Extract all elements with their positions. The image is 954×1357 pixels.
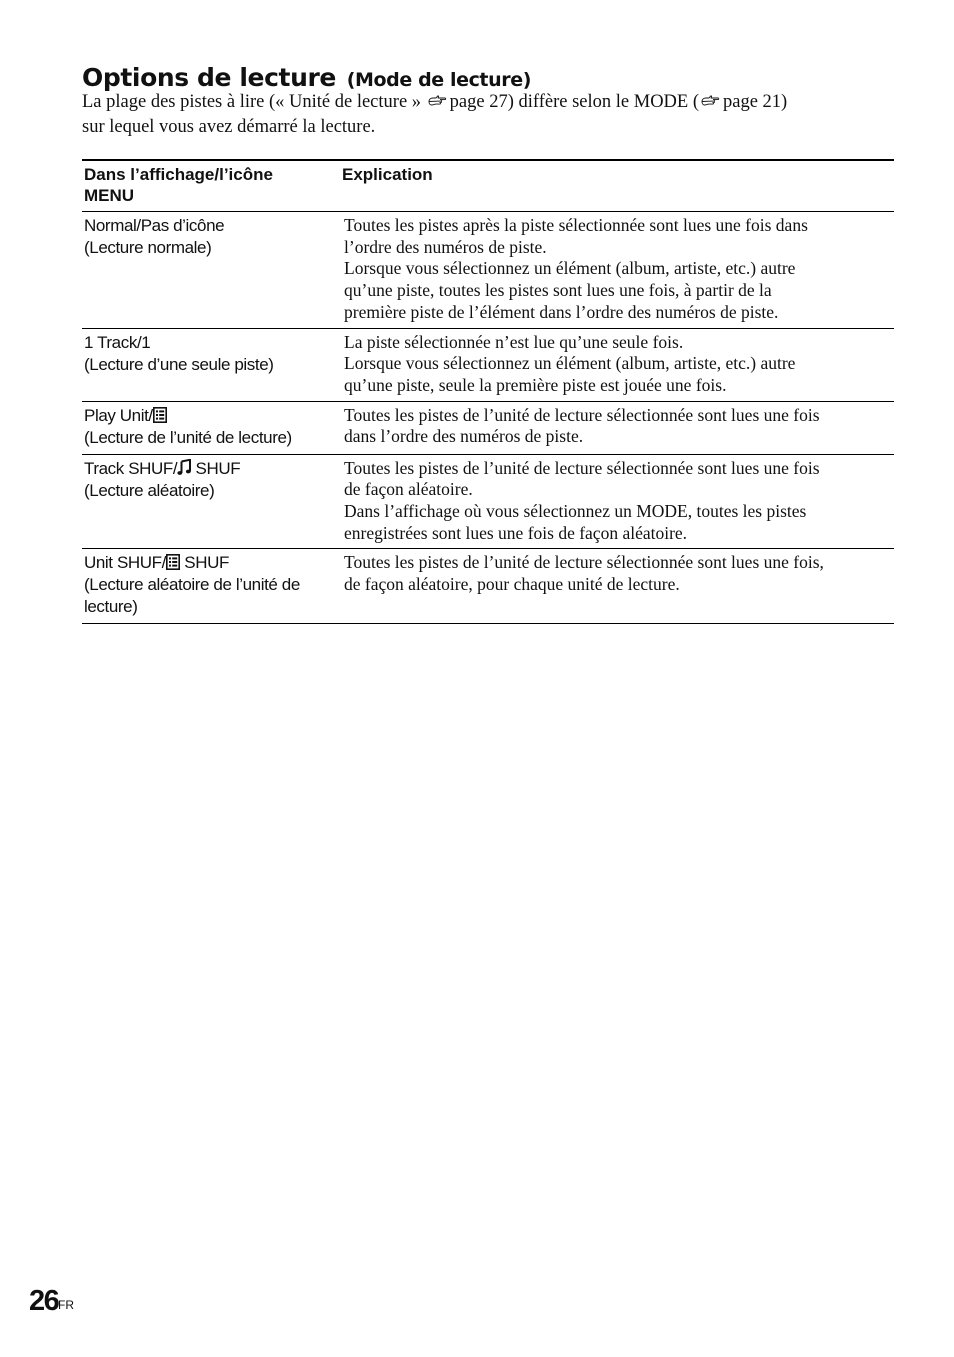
- explanation-line: de façon aléatoire, pour chaque unité de lecture.: [344, 574, 680, 595]
- explanation-line: Dans l’affichage où vous sélectionnez un MODE, toutes les pistes: [344, 501, 807, 522]
- pointing-hand-icon: [428, 95, 447, 108]
- section-title-main: Options de lecture: [82, 63, 336, 92]
- row-label-line: (Lecture de l’unité de lecture): [84, 427, 292, 447]
- table-row: [82, 401, 894, 454]
- row-explanation: [340, 454, 894, 549]
- intro-text-4: sur lequel vous avez démarré la lecture.: [82, 117, 376, 137]
- intro-text-3: page 21): [723, 92, 788, 112]
- row-label: [82, 549, 340, 624]
- table-row: [82, 549, 894, 624]
- row-label-line: (Lecture aléatoire): [84, 480, 215, 500]
- row-label-line: (Lecture normale): [84, 238, 212, 257]
- page-language: FR: [58, 1298, 74, 1312]
- row-label-line: Normal/Pas d’icône: [84, 216, 225, 235]
- explanation-line: Toutes les pistes de l’unité de lecture sélectionnée sont lues une fois,: [344, 552, 824, 573]
- row-label: [82, 454, 340, 549]
- row-explanation: [340, 401, 894, 454]
- row-explanation: [340, 328, 894, 401]
- explanation-line: Toutes les pistes de l’unité de lecture sélectionnée sont lues une fois: [344, 457, 820, 478]
- row-label-line: lecture): [84, 597, 138, 617]
- play-unit-icon: [166, 554, 180, 570]
- intro-text-2: page 27) diffère selon le MODE (: [449, 92, 699, 112]
- row-label: [82, 328, 340, 401]
- explanation-line: enregistrées sont lues une fois de façon aléatoire.: [344, 522, 688, 543]
- header-display-icon: Dans l’affichage/l’icône MENU: [82, 160, 340, 212]
- table-header-row: [82, 160, 894, 212]
- intro-paragraph: [82, 90, 882, 140]
- row-label-suffix: SHUF: [191, 458, 241, 478]
- row-explanation: [340, 549, 894, 624]
- table-row: [82, 212, 894, 329]
- row-label: [82, 401, 340, 454]
- row-label-text: Track SHUF/: [84, 458, 178, 478]
- playback-modes-table: [82, 159, 894, 624]
- explanation-line: dans l’ordre des numéros de piste.: [344, 426, 584, 447]
- explanation-line: qu’une piste, seule la première piste est jouée une fois.: [344, 374, 727, 395]
- row-label-line: (Lecture aléatoire de l’unité de: [84, 575, 300, 595]
- explanation-line: Toutes les pistes de l’unité de lecture sélectionnée sont lues une fois: [344, 404, 820, 425]
- row-label-suffix: SHUF: [179, 553, 229, 573]
- explanation-line: La piste sélectionnée n’est lue qu’une seule fois.: [344, 331, 684, 352]
- explanation-line: de façon aléatoire.: [344, 479, 473, 500]
- row-label-text: Unit SHUF/: [84, 553, 166, 573]
- intro-text-1: La plage des pistes à lire (« Unité de lecture »: [82, 92, 422, 112]
- table-row: [82, 454, 894, 549]
- explanation-line: première piste de l’élément dans l’ordre des numéros de piste.: [344, 301, 779, 322]
- explanation-line: Toutes les pistes après la piste sélectionnée sont lues une fois dans: [344, 215, 808, 235]
- music-note-icon: [177, 459, 191, 476]
- explanation-line: Lorsque vous sélectionnez un élément (album, artiste, etc.) autre: [344, 258, 796, 279]
- row-explanation: [340, 212, 894, 329]
- row-label-line: (Lecture d’une seule piste): [84, 354, 274, 374]
- page-number: 26: [29, 1285, 59, 1317]
- row-label-line: 1 Track/1: [84, 332, 151, 352]
- header-explanation: Explication: [340, 160, 894, 212]
- explanation-line: qu’une piste, toutes les pistes sont lues une fois, à partir de la: [344, 280, 772, 301]
- pointing-hand-icon: [701, 95, 720, 108]
- explanation-line: l’ordre des numéros de piste.: [344, 236, 547, 257]
- explanation-line: Lorsque vous sélectionnez un élément (album, artiste, etc.) autre: [344, 353, 796, 374]
- row-label-text: Play Unit/: [84, 405, 153, 425]
- table-row: [82, 328, 894, 401]
- play-unit-icon: [153, 407, 167, 423]
- section-title-sub: (Mode de lecture): [346, 69, 531, 91]
- row-label: [82, 212, 340, 329]
- section-title: [82, 56, 531, 94]
